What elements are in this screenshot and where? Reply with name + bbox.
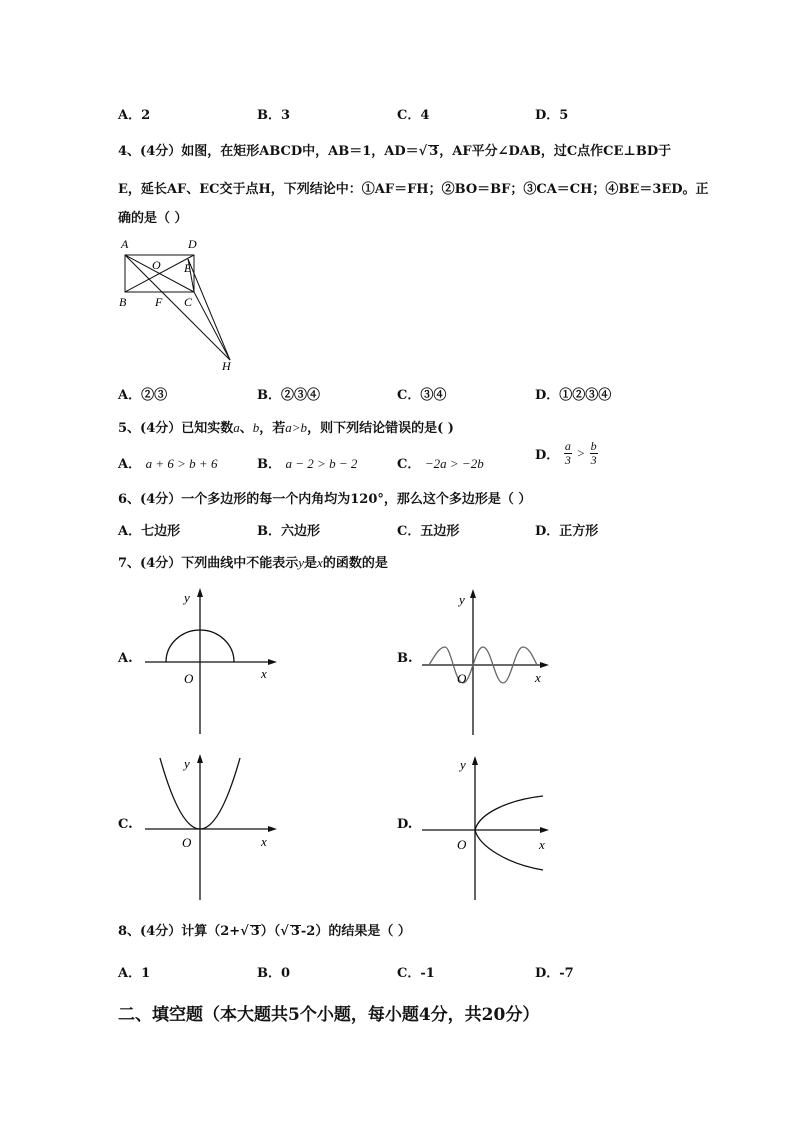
- q6-option-b[interactable]: B．六边形: [257, 524, 321, 539]
- q7-graph-d: [417, 752, 557, 902]
- x-arrow-icon: [540, 827, 549, 833]
- line-ah: [125, 255, 230, 360]
- q7-graph-b: [417, 585, 557, 737]
- q8-option-d[interactable]: D．-7: [535, 966, 574, 981]
- q3-option-a[interactable]: A．2: [118, 108, 151, 123]
- q3-option-c[interactable]: C．4: [397, 108, 430, 123]
- q5-stem: 5、(4分）已知实数a、b，若a>b，则下列结论错误的是( ): [118, 420, 454, 436]
- q7-option-b[interactable]: B.: [397, 651, 413, 666]
- svg-text:y: y: [460, 757, 466, 772]
- line-ch: [194, 292, 230, 360]
- label-f: F: [155, 295, 163, 309]
- q6-option-d[interactable]: D．正方形: [535, 524, 599, 539]
- q8-option-a[interactable]: A．1: [118, 966, 151, 981]
- q4-stem-line3: 确的是（ ）: [118, 211, 188, 226]
- line-eh: [188, 259, 230, 360]
- label-e: E: [184, 261, 192, 275]
- y-arrow-icon: [197, 588, 203, 597]
- svg-text:y: y: [184, 590, 190, 605]
- q5-option-d[interactable]: D． $\frac{a}{3}$ > $\frac{b}{3}$: [535, 439, 597, 467]
- q5-option-a[interactable]: A． a + 6 > b + 6: [118, 456, 218, 472]
- svg-text:O: O: [457, 837, 467, 852]
- svg-text:y: y: [459, 592, 465, 607]
- label-h: H: [222, 359, 231, 373]
- q7-stem: 7、(4分）下列曲线中不能表示y是x的函数的是: [118, 555, 388, 571]
- fraction-a-over-3: $\frac{a}{3}$: [564, 439, 571, 467]
- y-arrow-icon: [197, 754, 203, 763]
- y-arrow-icon: [472, 756, 478, 765]
- svg-text:x: x: [535, 670, 541, 685]
- q4-option-d[interactable]: D．①②③④: [535, 388, 612, 403]
- q6-option-a[interactable]: A．七边形: [118, 524, 181, 539]
- x-arrow-icon: [540, 662, 549, 668]
- q7-option-a[interactable]: A.: [118, 651, 133, 666]
- q8-option-c[interactable]: C．-1: [397, 966, 435, 981]
- q4-option-b[interactable]: B．②③④: [257, 388, 321, 403]
- svg-text:x: x: [261, 666, 267, 681]
- label-a: A: [121, 237, 129, 251]
- q3-option-d[interactable]: D．5: [535, 108, 569, 123]
- q7-graph-c: [140, 748, 290, 903]
- label-b: B: [119, 295, 127, 309]
- q5-option-c[interactable]: C． −2a > −2b: [397, 456, 484, 472]
- label-c: C: [184, 295, 193, 309]
- q7-graph-a: [140, 582, 290, 737]
- y-arrow-icon: [470, 589, 476, 598]
- q6-option-c[interactable]: C．五边形: [397, 524, 460, 539]
- q5-option-b[interactable]: B． a − 2 > b − 2: [257, 456, 358, 472]
- svg-text:y: y: [184, 756, 190, 771]
- svg-text:O: O: [457, 671, 467, 686]
- label-o: O: [152, 258, 161, 272]
- q3-option-b[interactable]: B．3: [257, 108, 291, 123]
- q8-stem: 8、(4分）计算（2+√ 3）（√ 3-2）的结果是（ ）: [118, 924, 411, 939]
- q4-option-a[interactable]: A．②③: [118, 388, 168, 403]
- q7-option-c[interactable]: C.: [118, 817, 133, 832]
- label-d: D: [188, 237, 197, 251]
- svg-text:x: x: [261, 834, 267, 849]
- svg-text:O: O: [182, 835, 192, 850]
- x-arrow-icon: [268, 659, 277, 665]
- q4-option-c[interactable]: C．③④: [397, 388, 447, 403]
- sideways-parabola-curve: [475, 796, 543, 870]
- section-2-title: 二、填空题（本大题共5个小题，每小题4分，共20分）: [118, 1005, 540, 1025]
- fraction-b-over-3: $\frac{b}{3}$: [590, 439, 597, 467]
- q4-stem-line1: 4、(4分）如图，在矩形ABCD中，AB＝1，AD＝√ 3，AF平分∠DAB，过C点作CE⊥BD于: [118, 144, 672, 159]
- q7-option-d[interactable]: D.: [397, 817, 413, 832]
- q4-rectangle-figure: [114, 232, 254, 374]
- q4-stem-line2: E，延长AF、EC交于点H，下列结论中：①AF＝FH；②BO＝BF；③CA＝CH；④BE＝3ED。正: [118, 182, 709, 197]
- svg-text:O: O: [184, 671, 194, 686]
- x-arrow-icon: [268, 826, 277, 832]
- q8-option-b[interactable]: B．0: [257, 966, 291, 981]
- svg-text:x: x: [539, 837, 545, 852]
- q6-stem: 6、(4分）一个多边形的每一个内角均为120°，那么这个多边形是（ ）: [118, 492, 532, 507]
